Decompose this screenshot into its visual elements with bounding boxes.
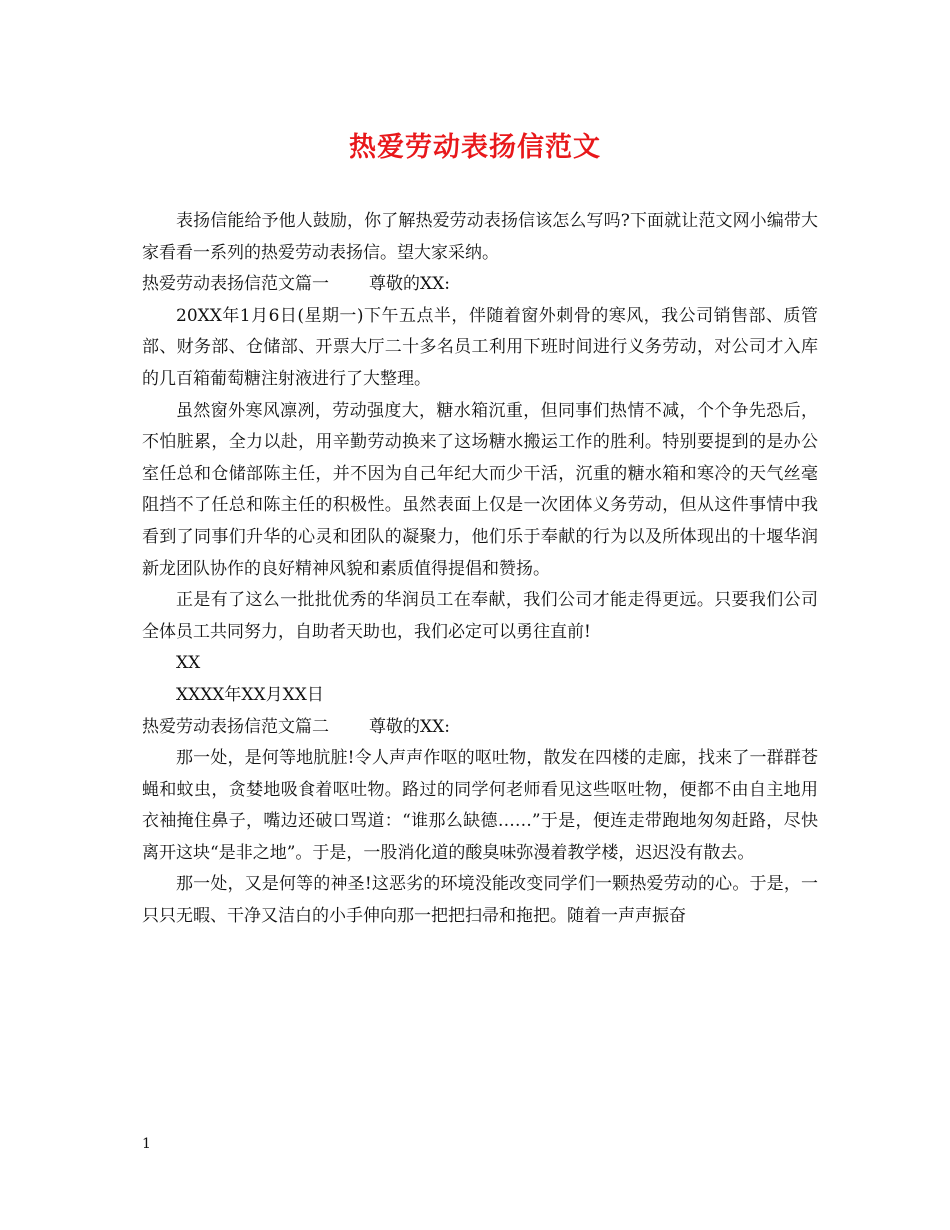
body-paragraph: 那一处，是何等地肮脏!令人声声作呕的呕吐物，散发在四楼的走廊，找来了一群群苍蝇和蚊虫，贪婪地吸食着呕吐物。路过的同学何老师看见这些呕吐物，便都不由自主地用衣袖掩住鼻子，嘴边还破口骂道：“谁那么缺德……”于是，便连走带跑地匆匆赶路，尽快离开这块“是非之地”。于是，一股消化道的酸臭味弥漫着教学楼，迟迟没有散去。 xyxy=(142,748,818,863)
intro-paragraph: 表扬信能给予他人鼓励，你了解热爱劳动表扬信该怎么写吗?下面就让范文网小编带大家看看一系列的热爱劳动表扬信。望大家采纳。 xyxy=(142,211,818,263)
body-paragraph: 虽然窗外寒风凛冽，劳动强度大，糖水箱沉重，但同事们热情不减，个个争先恐后，不怕脏累，全力以赴，用辛勤劳动换来了这场糖水搬运工作的胜利。特别要提到的是办公室任总和仓储部陈主任，并不因为自己年纪大而少干活，沉重的糖水箱和寒冷的天气丝毫阻挡不了任总和陈主任的积极性。虽然表面上仅是一次团体义务劳动，但从这件事情中我看到了同事们升华的心灵和团队的凝聚力，他们乐于奉献的行为以及所体现出的十堰华润新龙团队协作的良好精神风貌和素质值得提倡和赞扬。 xyxy=(142,400,818,579)
signature-date: XXXX年XX月XX日 xyxy=(176,684,324,705)
document-body xyxy=(142,206,818,933)
signature: XX xyxy=(176,653,201,674)
body-paragraph: 20XX年1月6日(星期一)下午五点半，伴随着窗外刺骨的寒风，我公司销售部、质管部、财务部、仓储部、开票大厅二十多名员工利用下班时间进行义务劳动，对公司才入库的几百箱葡萄糖注射液进行了大整理。 xyxy=(142,305,818,389)
salutation: 尊敬的XX: xyxy=(369,716,450,737)
body-paragraph: 那一处，又是何等的神圣!这恶劣的环境没能改变同学们一颗热爱劳动的心。于是，一只只无暇、干净又洁白的小手伸向那一把把扫帚和拖把。随着一声声振奋 xyxy=(142,874,818,927)
page-number: 1 xyxy=(142,1136,151,1152)
document-title: 热爱劳动表扬信范文 xyxy=(349,132,601,163)
section-heading: 热爱劳动表扬信范文篇二 xyxy=(142,716,329,737)
section-heading: 热爱劳动表扬信范文篇一 xyxy=(142,274,329,295)
body-paragraph: 正是有了这么一批批优秀的华润员工在奉献，我们公司才能走得更远。只要我们公司全体员工共同努力，自助者天助也，我们必定可以勇往直前! xyxy=(142,590,818,642)
section-heading-line xyxy=(142,269,818,301)
salutation: 尊敬的XX: xyxy=(369,274,450,295)
section-heading-line xyxy=(142,712,818,744)
